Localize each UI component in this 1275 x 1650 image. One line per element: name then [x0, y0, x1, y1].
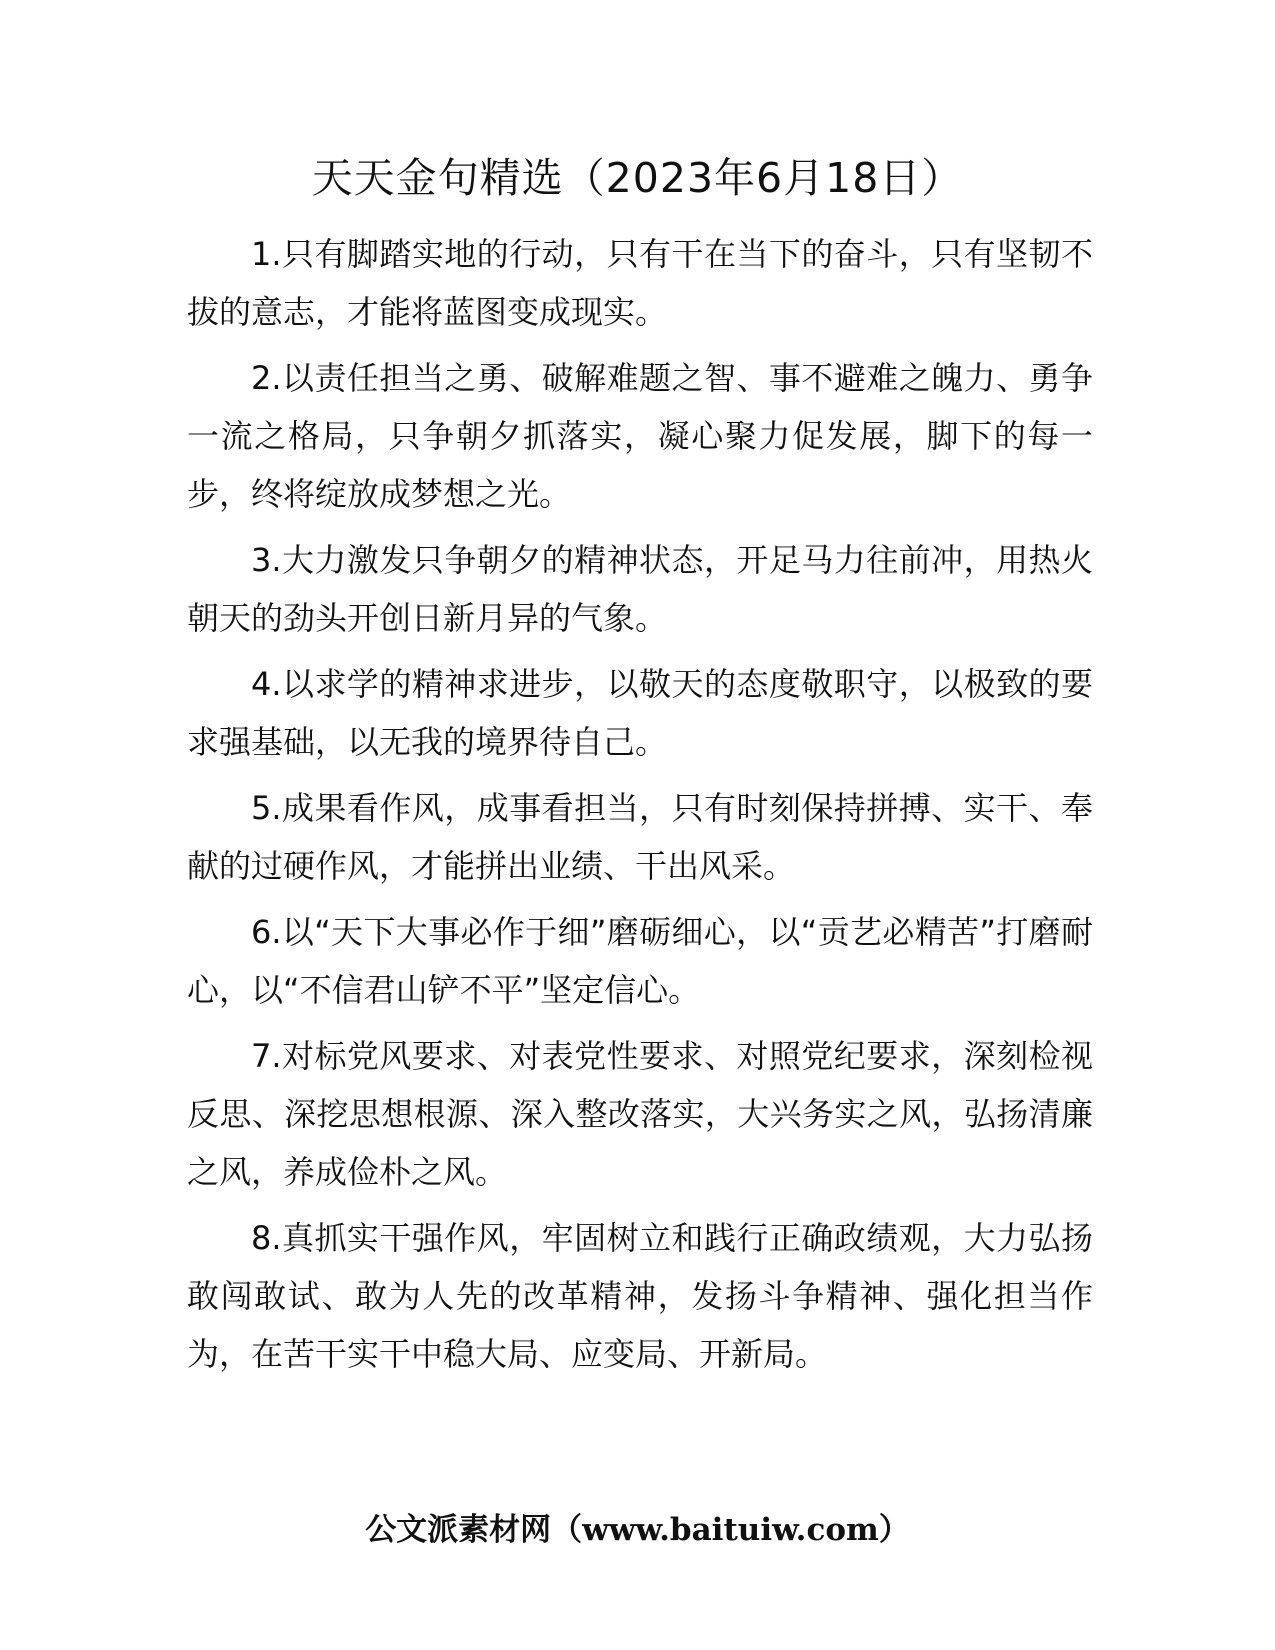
quote-paragraph-5: 5.成果看作风，成事看担当，只有时刻保持拼搏、实干、奉献的过硬作风，才能拼出业绩、干出风采。 [187, 789, 1093, 885]
quote-paragraph-7: 7.对标党风要求、对表党性要求、对照党纪要求，深刻检视反思、深挖思想根源、深入整改落实，大兴务实之风，弘扬清廉之风，养成俭朴之风。 [187, 1037, 1093, 1191]
quote-paragraph-4: 4.以求学的精神求进步，以敬天的态度敬职守，以极致的要求强基础，以无我的境界待自己。 [187, 665, 1093, 761]
source-footer: 公文派素材网（www.baituiw.com） [365, 1512, 910, 1548]
quote-paragraph-8: 8.真抓实干强作风，牢固树立和践行正确政绩观，大力弘扬敢闯敢试、敢为人先的改革精神，发扬斗争精神、强化担当作为，在苦干实干中稳大局、应变局、开新局。 [187, 1219, 1093, 1373]
quote-paragraph-3: 3.大力激发只争朝夕的精神状态，开足马力往前冲，用热火朝天的劲头开创日新月异的气象。 [187, 541, 1093, 637]
quote-paragraph-1: 1.只有脚踏实地的行动，只有干在当下的奋斗，只有坚韧不拔的意志，才能将蓝图变成现实。 [187, 235, 1093, 331]
quote-paragraph-2: 2.以责任担当之勇、破解难题之智、事不避难之魄力、勇争一流之格局，只争朝夕抓落实，凝心聚力促发展，脚下的每一步，终将绽放成梦想之光。 [187, 359, 1093, 513]
document-title: 天天金句精选（2023年6月18日） [311, 154, 964, 202]
document-body [187, 225, 1093, 1391]
quote-paragraph-6: 6.以“天下大事必作于细”磨砺细心，以“贡艺必精苦”打磨耐心，以“不信君山铲不平”坚定信心。 [187, 913, 1093, 1009]
